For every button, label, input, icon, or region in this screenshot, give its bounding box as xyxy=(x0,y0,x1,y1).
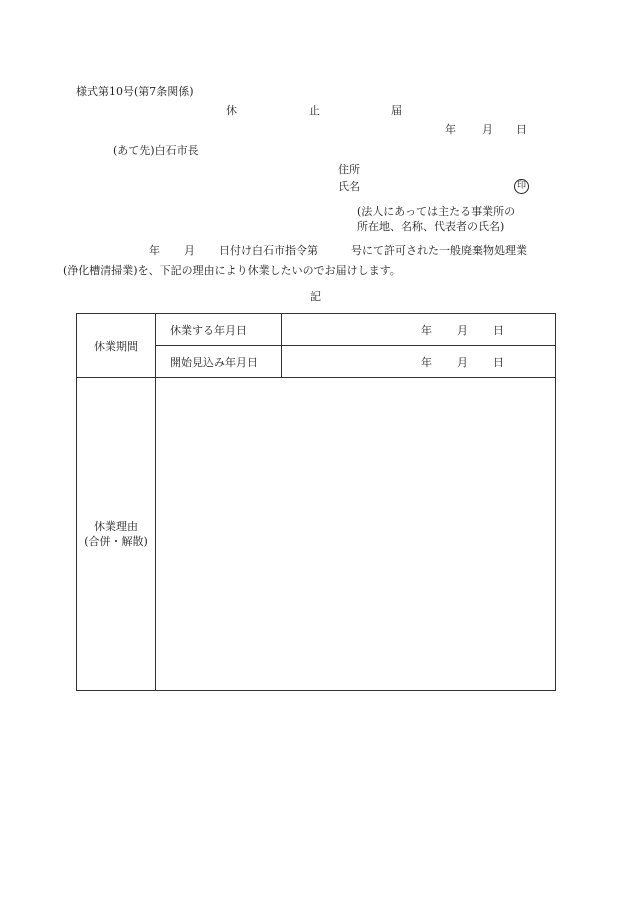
resume-date-field[interactable] xyxy=(282,346,556,378)
period-label: 休業期間 xyxy=(77,314,156,378)
body-month: 月 xyxy=(184,244,195,257)
address-label: 住所 xyxy=(338,163,360,176)
title-char-1: 休 xyxy=(226,104,237,117)
name-label: 氏名 xyxy=(338,180,360,193)
title-char-3: 届 xyxy=(391,104,402,117)
body-line-2: (浄化槽清掃業)を、下記の理由により休業したいのでお届けします。 xyxy=(63,264,401,277)
table-row xyxy=(77,314,556,346)
resume-date-year: 年 xyxy=(421,355,432,369)
corporate-note-line1: (法人にあっては主たる事業所の xyxy=(357,205,516,218)
suspend-date-month: 月 xyxy=(457,323,468,337)
corporate-note-line2: 所在地、名称、代表者の氏名) xyxy=(357,220,505,233)
resume-date-day: 日 xyxy=(493,355,504,369)
reason-label-line2: (合併・解散) xyxy=(84,535,148,548)
suspend-date-field[interactable] xyxy=(282,314,556,346)
reason-label-line1: 休業理由 xyxy=(94,519,138,533)
resume-date-month: 月 xyxy=(457,355,468,369)
form-number: 様式第10号(第7条関係) xyxy=(76,85,194,98)
addressee: (あて先)白石市長 xyxy=(113,144,199,157)
seal-mark xyxy=(514,179,529,194)
body-permit-rest: 号にて許可された一般廃棄物処理業 xyxy=(351,244,527,257)
date-year: 年 xyxy=(445,123,456,136)
suspend-date-label: 休業する年月日 xyxy=(156,314,282,346)
seal-icon: 印 xyxy=(514,179,529,194)
resume-date-label: 開始見込み年月日 xyxy=(156,346,282,378)
suspend-date-day: 日 xyxy=(493,323,504,337)
body-year: 年 xyxy=(149,244,160,257)
title-char-2: 止 xyxy=(309,104,320,117)
suspend-date-year: 年 xyxy=(421,323,432,337)
table-row xyxy=(77,378,556,691)
reason-label xyxy=(77,378,156,691)
ki-heading: 記 xyxy=(310,290,321,303)
date-month: 月 xyxy=(482,123,493,136)
document-title xyxy=(0,105,630,119)
reason-field[interactable] xyxy=(156,378,556,691)
date-day: 日 xyxy=(516,123,527,136)
body-permit-ref: 日付け白石市指令第 xyxy=(219,244,318,257)
suspension-table xyxy=(76,313,556,691)
